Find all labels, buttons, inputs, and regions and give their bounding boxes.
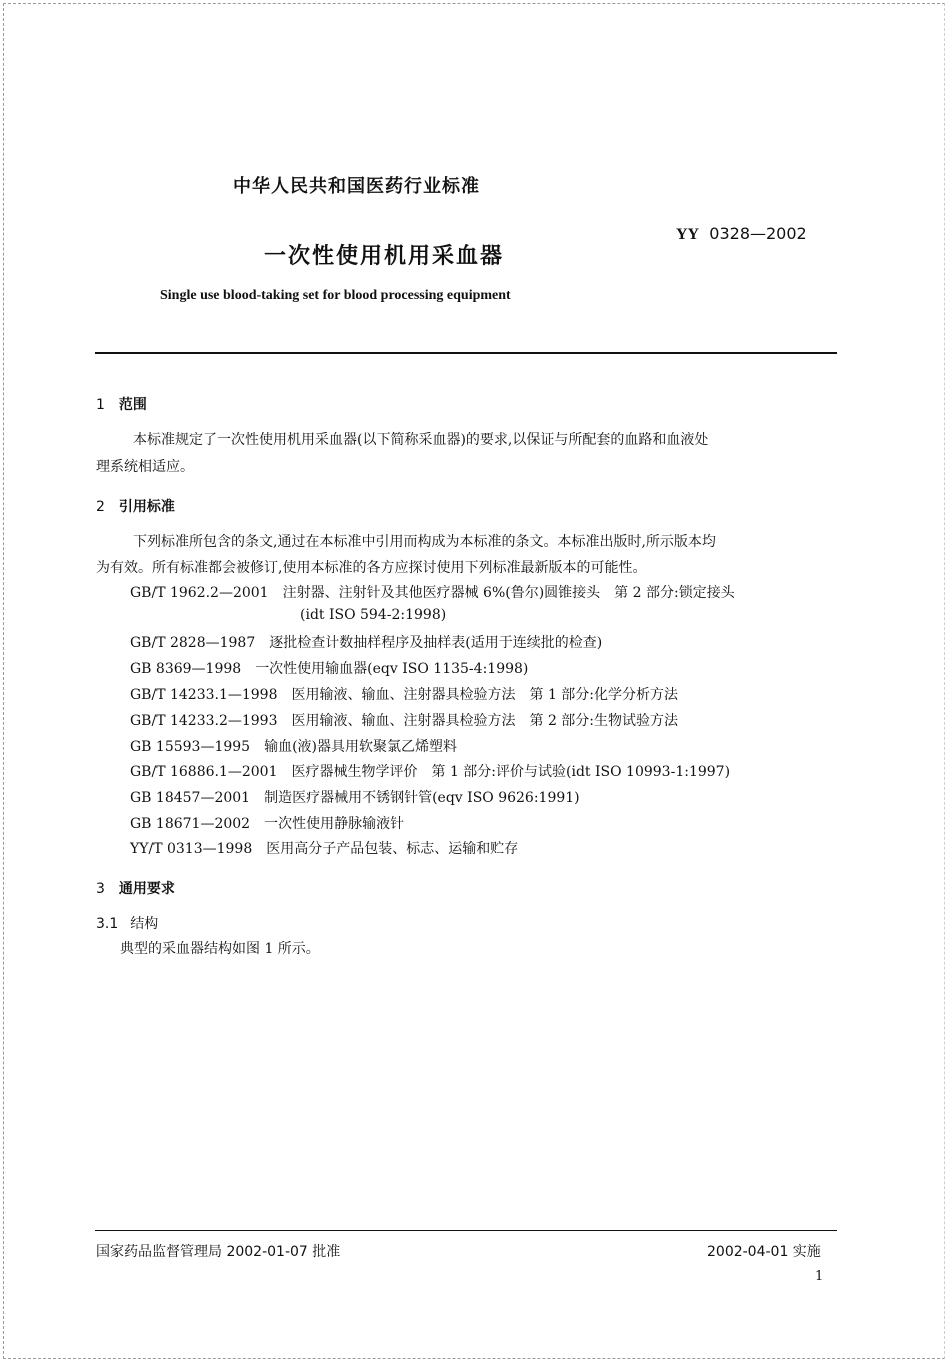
section-1-para-line1: 本标准规定了一次性使用机用采血器(以下简称采血器)的要求,以保证与所配套的血路和血液处 <box>133 432 709 448</box>
reference-item: GB 15593—1995 输血(液)器具用软聚氯乙烯塑料 <box>130 739 458 755</box>
issuer-line: 中华人民共和国医药行业标准 <box>233 176 480 197</box>
title-chinese: 一次性使用机用采血器 <box>264 244 505 269</box>
section-2-para-line1: 下列标准所包含的条文,通过在本标准中引用而构成为本标准的条文。本标准出版时,所示版本均 <box>133 534 716 550</box>
reference-item: GB 18671—2002 一次性使用静脉输液针 <box>130 816 405 832</box>
reference-item: GB/T 2828—1987 逐批检查计数抽样程序及抽样表(适用于连续批的检查) <box>130 635 603 651</box>
section-1-heading: 1 范围 <box>96 397 147 413</box>
subsection-3-1-para: 典型的采血器结构如图 1 所示。 <box>120 941 320 957</box>
footer-divider <box>95 1230 837 1231</box>
effective-date: 2002-04-01 实施 <box>707 1244 821 1260</box>
standard-prefix: YY <box>676 226 700 243</box>
reference-item: GB/T 14233.1—1998 医用输液、输血、注射器具检验方法 第 1 部分:化学分析方法 <box>130 687 679 703</box>
section-3-heading: 3 通用要求 <box>96 881 175 897</box>
reference-item: GB/T 16886.1—2001 医疗器械生物学评价 第 1 部分:评价与试验(idt ISO 10993-1:1997) <box>130 764 731 780</box>
section-2-heading: 2 引用标准 <box>96 499 175 515</box>
reference-item-continuation: (idt ISO 594-2:1998) <box>300 607 447 623</box>
approval-line: 国家药品监督管理局 2002-01-07 批准 <box>96 1244 341 1260</box>
page-number: 1 <box>815 1269 824 1284</box>
page-border <box>3 3 945 1359</box>
standard-number <box>676 224 807 244</box>
standard-code: 0328—2002 <box>709 224 807 243</box>
subsection-3-1-heading: 3.1 结构 <box>96 916 159 932</box>
section-2-para-line2: 为有效。所有标准都会被修订,使用本标准的各方应探讨使用下列标准最新版本的可能性。 <box>96 560 647 576</box>
header-divider <box>95 352 837 354</box>
title-english: Single use blood-taking set for blood processing equipment <box>160 288 511 303</box>
reference-item: GB 8369—1998 一次性使用输血器(eqv ISO 1135-4:1998) <box>130 661 529 677</box>
section-1-para-line2: 理系统相适应。 <box>96 459 194 475</box>
reference-item: GB/T 14233.2—1993 医用输液、输血、注射器具检验方法 第 2 部分:生物试验方法 <box>130 713 679 729</box>
reference-item: GB 18457—2001 制造医疗器械用不锈钢针管(eqv ISO 9626:1991) <box>130 790 580 806</box>
reference-item: GB/T 1962.2—2001 注射器、注射针及其他医疗器械 6%(鲁尔)圆锥接头 第 2 部分:锁定接头 <box>130 585 735 601</box>
reference-item: YY/T 0313—1998 医用高分子产品包装、标志、运输和贮存 <box>130 841 519 857</box>
